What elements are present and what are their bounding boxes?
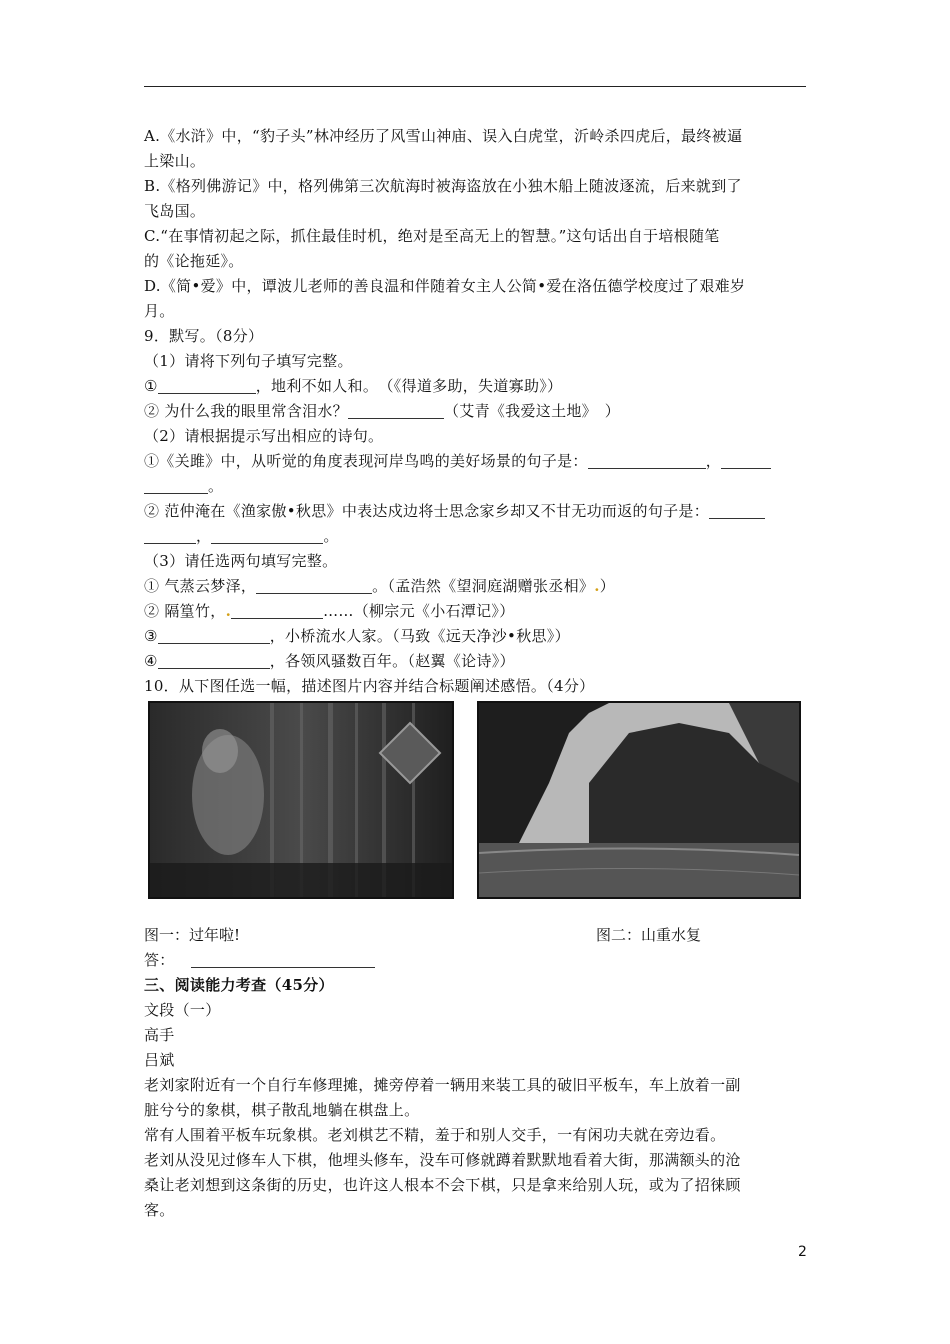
q9-3b-text: ② 隔篁竹， bbox=[144, 602, 226, 620]
q9-1a bbox=[144, 374, 808, 399]
question-9-part1-heading: （1）请将下列句子填写完整。 bbox=[144, 352, 353, 370]
answer-line bbox=[144, 948, 808, 973]
fill-blank[interactable] bbox=[158, 627, 270, 644]
question-10-heading: 10．从下图任选一幅，描述图片内容并结合标题阐述感悟。（4分） bbox=[144, 677, 595, 695]
passage-author: 吕斌 bbox=[144, 1051, 175, 1069]
question-9-heading: 9．默写。（8分） bbox=[144, 327, 264, 345]
fill-blank[interactable] bbox=[211, 527, 323, 544]
passage-p1-line2: 脏兮兮的象棋，棋子散乱地躺在棋盘上。 bbox=[144, 1101, 420, 1119]
question-9-part3-heading: （3）请任选两句填写完整。 bbox=[144, 552, 338, 570]
option-c-line2: 的《论拖延》。 bbox=[144, 252, 244, 270]
picture-one-new-year bbox=[148, 701, 454, 899]
q9-2a bbox=[144, 449, 808, 474]
comma: ， bbox=[705, 452, 722, 470]
comma: ， bbox=[196, 527, 212, 545]
q9-2a-cont bbox=[144, 474, 808, 499]
dot-mark: . bbox=[594, 577, 600, 595]
option-b-line2: 飞岛国。 bbox=[144, 202, 206, 220]
option-b-line1: B.《格列佛游记》中，格列佛第三次航海时被海盗放在小独木船上随波逐流，后来就到了 bbox=[144, 177, 742, 195]
fill-blank[interactable] bbox=[721, 452, 771, 469]
picture-two-mountains-river bbox=[477, 701, 801, 899]
q9-3a-text: ① 气蒸云梦泽， bbox=[144, 577, 257, 595]
page-content bbox=[144, 124, 808, 1223]
question-9-part2-heading: （2）请根据提示写出相应的诗句。 bbox=[144, 427, 384, 445]
q9-1b-text: ② 为什么我的眼里常含泪水？ bbox=[144, 402, 348, 420]
q9-3b-source: ……（柳宗元《小石潭记》） bbox=[323, 602, 515, 620]
caption-two: 图二：山重水复 bbox=[596, 926, 702, 944]
fill-blank[interactable] bbox=[231, 602, 323, 619]
passage-p1-line1: 老刘家附近有一个自行车修理摊，摊旁停着一辆用来装工具的破旧平板车，车上放着一副 bbox=[144, 1076, 741, 1094]
fill-blank[interactable] bbox=[256, 577, 372, 594]
passage-p3-line2: 桑让老刘想到这条街的历史，也许这人根本不会下棋，只是拿来给别人玩，或为了招徕顾 bbox=[144, 1176, 741, 1194]
q9-3c bbox=[144, 624, 808, 649]
passage-title: 高手 bbox=[144, 1026, 175, 1044]
option-a-line2: 上梁山。 bbox=[144, 152, 206, 170]
fill-blank[interactable] bbox=[144, 477, 208, 494]
period: 。 bbox=[323, 527, 339, 545]
picture-row bbox=[144, 701, 808, 917]
option-d-line2: 月。 bbox=[144, 302, 175, 320]
fill-blank[interactable] bbox=[348, 402, 444, 419]
page-number: 2 bbox=[798, 1244, 807, 1260]
picture-captions bbox=[144, 923, 808, 948]
option-d-line1: D.《简•爱》中，谭波儿老师的善良温和伴随着女主人公简•爱在洛伍德学校度过了艰难岁 bbox=[144, 277, 746, 295]
q9-3c-number: ③ bbox=[144, 627, 158, 645]
q9-3b bbox=[144, 599, 808, 624]
passage-p3-line1: 老刘从没见过修车人下棋，他埋头修车，没车可修就蹲着默默地看着大街，那满额头的沧 bbox=[144, 1151, 741, 1169]
fill-blank[interactable] bbox=[158, 652, 270, 669]
fill-blank[interactable] bbox=[588, 452, 706, 469]
q9-2b-text: ② 范仲淹在《渔家傲•秋思》中表达戍边将士思念家乡却又不甘无功而返的句子是： bbox=[144, 502, 710, 520]
answer-blank[interactable] bbox=[191, 951, 375, 968]
section-3-heading: 三、阅读能力考查（45分） bbox=[144, 976, 334, 994]
fill-blank[interactable] bbox=[158, 377, 256, 394]
q9-2b bbox=[144, 499, 808, 524]
q9-3c-text: ，小桥流水人家。（马致《远天净沙•秋思》） bbox=[269, 627, 570, 645]
q9-3d-text: ，各领风骚数百年。（赵翼《论诗》） bbox=[269, 652, 515, 670]
q9-2a-text: ①《关雎》中，从听觉的角度表现河岸鸟鸣的美好场景的句子是： bbox=[144, 452, 588, 470]
option-c-line1: C.“在事情初起之际，抓住最佳时机，绝对是至高无上的智慧。”这句话出自于培根随笔 bbox=[144, 227, 720, 245]
q9-1a-number: ① bbox=[144, 377, 158, 395]
q9-1b bbox=[144, 399, 808, 424]
new-year-photo-icon bbox=[150, 703, 452, 897]
q9-3d-number: ④ bbox=[144, 652, 158, 670]
mountain-river-photo-icon bbox=[479, 703, 799, 897]
header-rule bbox=[144, 86, 806, 87]
q9-1a-text: ，地利不如人和。 （《得道多助，失道寡助》） bbox=[255, 377, 563, 395]
q9-1b-source: （艾青《我爱这土地》 ） bbox=[443, 402, 621, 420]
answer-label: 答： bbox=[144, 951, 175, 969]
fill-blank[interactable] bbox=[709, 502, 765, 519]
closing-paren: ） bbox=[599, 577, 616, 595]
dot-mark: . bbox=[225, 602, 232, 620]
passage-p2: 常有人围着平板车玩象棋。老刘棋艺不精，羞于和别人交手，一有闲功夫就在旁边看。 bbox=[144, 1126, 726, 1144]
q9-3a-source: 。（孟浩然《望洞庭湖赠张丞相》 bbox=[372, 577, 595, 595]
q9-3a bbox=[144, 574, 808, 599]
fill-blank[interactable] bbox=[144, 527, 196, 544]
caption-one: 图一：过年啦! bbox=[144, 926, 241, 944]
option-a-line1: A.《水浒》中，“豹子头”林冲经历了风雪山神庙、误入白虎堂，沂岭杀四虎后，最终被逼 bbox=[144, 127, 743, 145]
period: 。 bbox=[208, 477, 224, 495]
passage-label: 文段（一） bbox=[144, 1001, 221, 1019]
q9-2b-cont bbox=[144, 524, 808, 549]
passage-p3-line3: 客。 bbox=[144, 1201, 175, 1219]
q9-3d bbox=[144, 649, 808, 674]
